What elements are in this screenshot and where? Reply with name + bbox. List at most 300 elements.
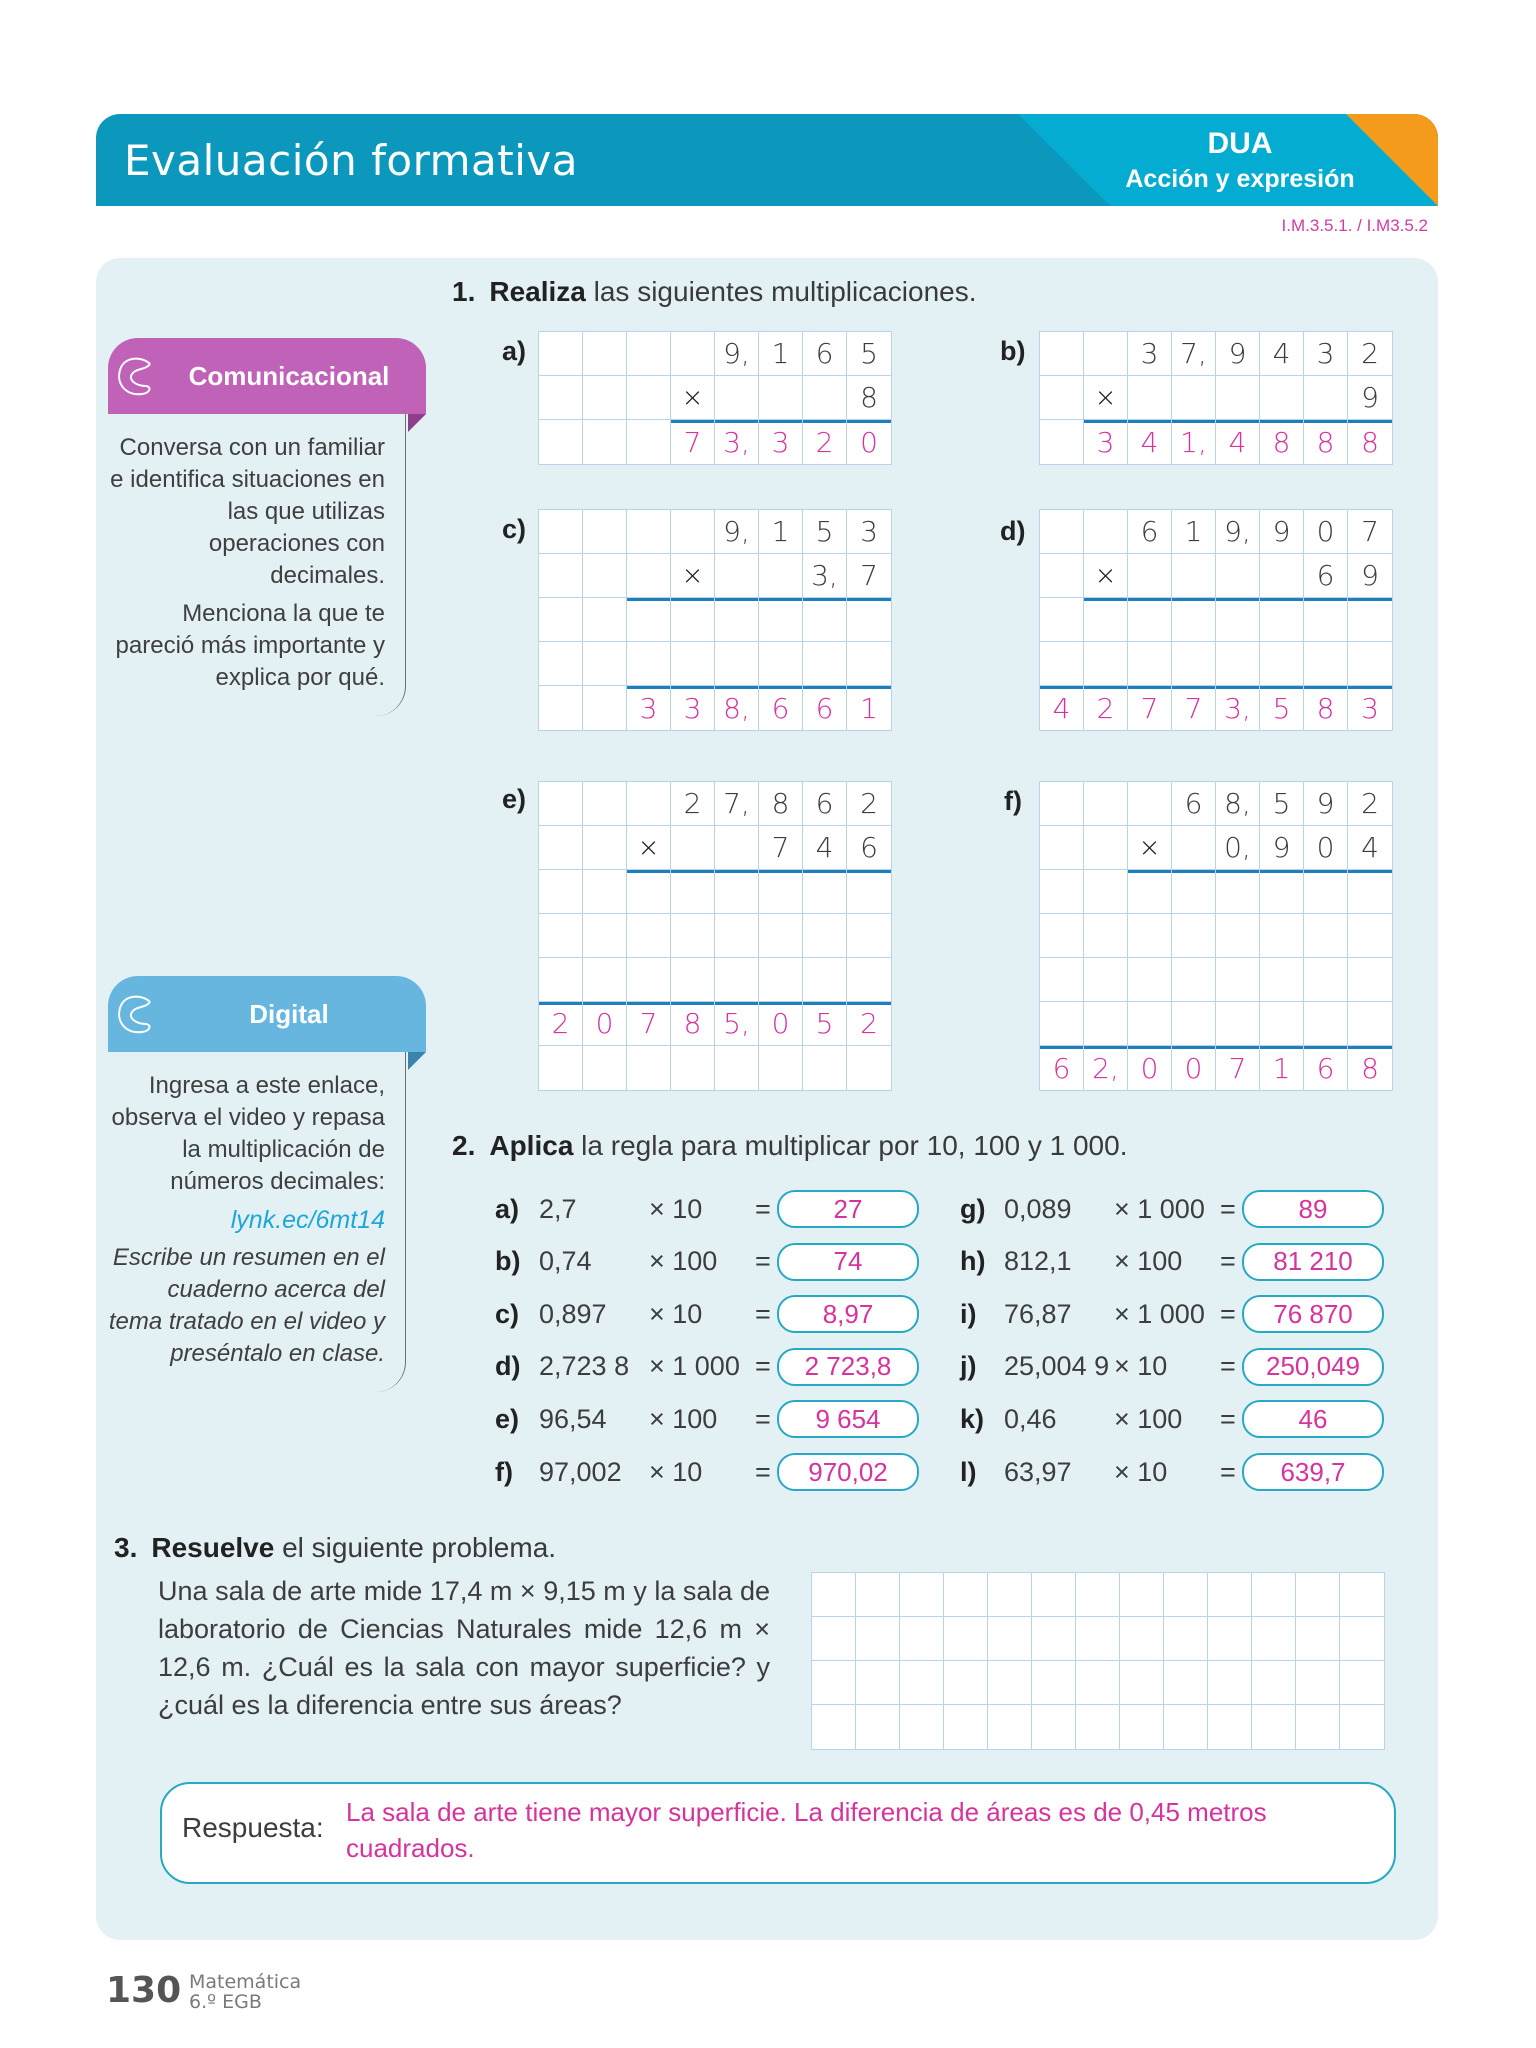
c-swirl-icon <box>112 352 162 402</box>
work-grid[interactable] <box>811 1572 1385 1750</box>
grid-cell[interactable] <box>539 420 583 464</box>
multiply-sign-icon: × <box>1084 376 1128 420</box>
grid-cell[interactable] <box>627 376 671 420</box>
grid-cell[interactable] <box>1304 1002 1348 1046</box>
grid-cell[interactable] <box>583 642 627 686</box>
grid-cell[interactable] <box>1304 598 1348 642</box>
grid-cell[interactable] <box>1128 958 1172 1002</box>
tab-fold <box>408 414 426 432</box>
multiplier: × 10 <box>649 1456 703 1487</box>
grid-cell[interactable] <box>759 870 803 914</box>
work-grid-cell[interactable] <box>988 1573 1032 1617</box>
grid-cell: 0 <box>1304 510 1348 554</box>
work-grid-cell[interactable] <box>988 1705 1032 1749</box>
grid-cell[interactable] <box>715 376 759 420</box>
section-instruction: la regla para multiplicar por 10, 100 y 1 000. <box>573 1130 1128 1161</box>
grid-cell[interactable] <box>1216 642 1260 686</box>
work-grid-cell[interactable] <box>944 1705 988 1749</box>
grid-cell: 5 <box>1260 782 1304 826</box>
grid-cell[interactable] <box>671 1046 715 1090</box>
grid-cell[interactable] <box>539 870 583 914</box>
grid-cell[interactable] <box>1172 826 1216 870</box>
grid-cell[interactable] <box>1260 1002 1304 1046</box>
grid-cell[interactable] <box>1304 642 1348 686</box>
grid-cell: 6 <box>1128 510 1172 554</box>
comunicacional-text-1: Conversa con un familiar e identifica situaciones en las que utilizas operaciones con decimales. <box>110 434 385 589</box>
item-letter: g) <box>960 1193 986 1224</box>
grid-cell[interactable] <box>1084 826 1128 870</box>
multiplication-grid-d <box>1039 509 1393 731</box>
grid-cell[interactable] <box>539 510 583 554</box>
grid-cell[interactable] <box>539 376 583 420</box>
work-grid-cell[interactable] <box>1164 1573 1208 1617</box>
grid-cell[interactable] <box>759 914 803 958</box>
grid-cell[interactable] <box>583 510 627 554</box>
multiplier: × 10 <box>649 1298 703 1329</box>
work-grid-cell[interactable] <box>944 1617 988 1661</box>
comunicacional-tab <box>108 338 426 414</box>
equals-sign: = <box>755 1456 771 1487</box>
grid-cell[interactable] <box>583 598 627 642</box>
grid-cell[interactable] <box>583 958 627 1002</box>
grid-cell[interactable] <box>847 914 891 958</box>
grid-cell: 9 <box>1260 826 1304 870</box>
grid-cell[interactable] <box>715 914 759 958</box>
grid-cell: 3 <box>847 510 891 554</box>
grid-cell: 6 <box>803 782 847 826</box>
answer-field[interactable]: 2 723,8 <box>777 1348 919 1386</box>
grid-cell[interactable] <box>539 826 583 870</box>
comunicacional-box <box>108 338 426 716</box>
multiplier: × 10 <box>1114 1351 1168 1382</box>
grid-cell[interactable] <box>539 598 583 642</box>
grid-cell[interactable] <box>627 332 671 376</box>
work-grid-cell[interactable] <box>1208 1617 1252 1661</box>
work-grid-cell[interactable] <box>1032 1617 1076 1661</box>
grid-cell[interactable] <box>1348 914 1392 958</box>
grid-cell[interactable] <box>1216 1002 1260 1046</box>
grid-cell[interactable] <box>715 826 759 870</box>
grid-cell[interactable] <box>1040 914 1084 958</box>
work-grid-cell[interactable] <box>900 1617 944 1661</box>
work-grid-cell[interactable] <box>900 1573 944 1617</box>
grid-cell: 7 <box>759 826 803 870</box>
multiplier: × 100 <box>1114 1246 1183 1277</box>
grid-cell[interactable] <box>671 914 715 958</box>
grid-cell: 5 <box>1260 686 1304 730</box>
grid-cell: 4 <box>1348 826 1392 870</box>
grid-cell: 9, <box>1216 510 1260 554</box>
grid-cell[interactable] <box>1348 598 1392 642</box>
problem-statement: Una sala de arte mide 17,4 m × 9,15 m y la sala de laboratorio de Ciencias Naturales mide 12,6 m × 12,6 m. ¿Cuál es la sala con mayor superficie? y ¿cuál es la diferencia entre sus áreas? <box>158 1576 770 1720</box>
grid-cell[interactable] <box>1260 914 1304 958</box>
grid-cell: 6 <box>803 332 847 376</box>
work-grid-cell[interactable] <box>1076 1573 1120 1617</box>
grid-cell[interactable] <box>583 826 627 870</box>
grid-cell[interactable] <box>803 1046 847 1090</box>
grid-cell[interactable] <box>1084 782 1128 826</box>
grid-cell: 9 <box>1348 376 1392 420</box>
grid-cell[interactable] <box>803 598 847 642</box>
grid-cell[interactable] <box>1172 914 1216 958</box>
work-grid-cell[interactable] <box>1076 1661 1120 1705</box>
grid-cell[interactable] <box>847 958 891 1002</box>
grid-cell[interactable] <box>671 598 715 642</box>
grid-cell: 3 <box>1128 332 1172 376</box>
grid-cell: 6 <box>847 826 891 870</box>
grid-cell[interactable] <box>1084 958 1128 1002</box>
digital-link[interactable]: lynk.ec/6mt14 <box>230 1206 385 1234</box>
grid-cell: 9, <box>715 332 759 376</box>
answer-field[interactable]: 9 654 <box>777 1400 919 1438</box>
work-grid-cell[interactable] <box>1252 1661 1296 1705</box>
work-grid-cell[interactable] <box>1120 1661 1164 1705</box>
grid-cell[interactable] <box>627 914 671 958</box>
grid-cell[interactable] <box>803 376 847 420</box>
grid-cell[interactable] <box>1348 958 1392 1002</box>
grid-cell[interactable] <box>847 598 891 642</box>
tab-fold <box>408 1052 426 1070</box>
grid-cell[interactable] <box>671 332 715 376</box>
grid-cell[interactable] <box>1040 420 1084 464</box>
grid-cell[interactable] <box>803 642 847 686</box>
equation-row <box>495 1294 919 1334</box>
grid-cell[interactable] <box>671 958 715 1002</box>
grid-cell: 8 <box>759 782 803 826</box>
grid-cell[interactable] <box>759 554 803 598</box>
grid-cell[interactable] <box>1348 870 1392 914</box>
multiplier: × 100 <box>1114 1403 1183 1434</box>
grid-cell[interactable] <box>803 914 847 958</box>
grid-cell[interactable] <box>627 598 671 642</box>
section-verb: Resuelve <box>151 1532 275 1563</box>
grid-cell[interactable] <box>1040 642 1084 686</box>
answer-field[interactable]: 46 <box>1242 1400 1384 1438</box>
grid-cell[interactable] <box>803 958 847 1002</box>
grid-cell[interactable] <box>539 686 583 730</box>
equation-row <box>495 1452 919 1492</box>
grid-cell[interactable] <box>1128 870 1172 914</box>
grid-cell[interactable] <box>1172 376 1216 420</box>
grid-cell[interactable] <box>759 642 803 686</box>
grid-cell: 3 <box>759 420 803 464</box>
grid-cell[interactable] <box>847 870 891 914</box>
grid-cell[interactable] <box>715 958 759 1002</box>
work-grid-cell[interactable] <box>812 1705 856 1749</box>
item-letter: c) <box>495 1298 520 1329</box>
multiplication-grid-e <box>538 781 892 1091</box>
grid-cell[interactable] <box>1304 870 1348 914</box>
work-grid-cell[interactable] <box>1340 1573 1384 1617</box>
grid-cell[interactable] <box>539 782 583 826</box>
work-grid-cell[interactable] <box>856 1705 900 1749</box>
grid-cell[interactable] <box>715 1046 759 1090</box>
work-grid-cell[interactable] <box>944 1573 988 1617</box>
grid-cell[interactable] <box>583 782 627 826</box>
grid-cell[interactable] <box>627 554 671 598</box>
grid-cell[interactable] <box>1172 1002 1216 1046</box>
grid-cell: 4 <box>1040 686 1084 730</box>
work-grid-cell[interactable] <box>1120 1573 1164 1617</box>
work-grid-cell[interactable] <box>1164 1705 1208 1749</box>
comunicacional-body <box>108 414 406 716</box>
grid-cell[interactable] <box>759 376 803 420</box>
grid-cell[interactable] <box>1216 870 1260 914</box>
grid-cell: 3 <box>671 686 715 730</box>
grid-cell[interactable] <box>1304 376 1348 420</box>
multiply-sign-icon: × <box>671 376 715 420</box>
answer-field[interactable]: 76 870 <box>1242 1295 1384 1333</box>
answer-field[interactable]: 250,049 <box>1242 1348 1384 1386</box>
grid-cell[interactable] <box>1040 958 1084 1002</box>
grid-cell[interactable] <box>1260 376 1304 420</box>
work-grid-cell[interactable] <box>1032 1705 1076 1749</box>
answer-field[interactable]: 970,02 <box>777 1453 919 1491</box>
work-grid-cell[interactable] <box>1076 1617 1120 1661</box>
grid-cell[interactable] <box>1040 598 1084 642</box>
grid-cell[interactable] <box>583 870 627 914</box>
work-grid-cell[interactable] <box>1164 1617 1208 1661</box>
grid-cell: 0 <box>1304 826 1348 870</box>
grid-cell[interactable] <box>1172 642 1216 686</box>
work-grid-cell[interactable] <box>1252 1705 1296 1749</box>
grid-cell[interactable] <box>627 782 671 826</box>
grid-cell[interactable] <box>759 598 803 642</box>
grid-cell[interactable] <box>1128 914 1172 958</box>
grid-cell[interactable] <box>539 1046 583 1090</box>
equation-row <box>495 1347 919 1387</box>
grid-cell[interactable] <box>1040 782 1084 826</box>
grid-cell[interactable] <box>1084 1002 1128 1046</box>
grid-cell[interactable] <box>1084 332 1128 376</box>
answer-field[interactable]: 639,7 <box>1242 1453 1384 1491</box>
grid-cell[interactable] <box>1216 376 1260 420</box>
grid-cell[interactable] <box>1172 870 1216 914</box>
grid-cell[interactable] <box>715 554 759 598</box>
exercise-label-f: f) <box>1004 786 1022 816</box>
work-grid-cell[interactable] <box>812 1573 856 1617</box>
work-grid-cell[interactable] <box>1032 1661 1076 1705</box>
equals-sign: = <box>1220 1298 1236 1329</box>
work-grid-cell[interactable] <box>856 1573 900 1617</box>
grid-cell[interactable] <box>1128 642 1172 686</box>
work-grid-cell[interactable] <box>1296 1705 1340 1749</box>
grid-cell[interactable] <box>583 686 627 730</box>
grid-cell[interactable] <box>1172 554 1216 598</box>
equation-row <box>960 1452 1384 1492</box>
answer-text: La sala de arte tiene mayor superficie. La diferencia de áreas es de 0,45 metros cuadrados. <box>346 1797 1267 1863</box>
grid-cell[interactable] <box>759 958 803 1002</box>
item-letter: d) <box>495 1351 521 1382</box>
work-grid-cell[interactable] <box>1252 1617 1296 1661</box>
grid-cell[interactable] <box>1304 958 1348 1002</box>
work-grid-cell[interactable] <box>900 1661 944 1705</box>
decimal-number: 25,004 9 <box>1004 1351 1110 1382</box>
grid-cell: 5 <box>847 332 891 376</box>
item-letter: l) <box>960 1456 977 1487</box>
work-grid-cell[interactable] <box>944 1661 988 1705</box>
work-grid-cell[interactable] <box>812 1617 856 1661</box>
indicator-code: I.M.3.5.1. / I.M3.5.2 <box>1281 216 1428 235</box>
work-grid-cell[interactable] <box>1340 1617 1384 1661</box>
work-grid-cell[interactable] <box>1252 1573 1296 1617</box>
work-grid-cell[interactable] <box>988 1661 1032 1705</box>
grid-cell[interactable] <box>803 870 847 914</box>
grid-cell[interactable] <box>583 376 627 420</box>
grid-cell[interactable] <box>1348 642 1392 686</box>
grid-cell[interactable] <box>1084 914 1128 958</box>
answer-label: Respuesta: <box>182 1812 324 1843</box>
grid-cell[interactable] <box>1260 554 1304 598</box>
grid-cell: 6 <box>1040 1046 1084 1090</box>
grid-cell[interactable] <box>1128 376 1172 420</box>
grid-cell[interactable] <box>627 642 671 686</box>
dua-badge-title: DUA <box>1207 127 1273 160</box>
work-grid-cell[interactable] <box>1340 1705 1384 1749</box>
work-grid-cell[interactable] <box>1032 1573 1076 1617</box>
grid-cell[interactable] <box>1128 782 1172 826</box>
work-grid-cell[interactable] <box>1296 1661 1340 1705</box>
work-grid-cell[interactable] <box>1340 1661 1384 1705</box>
grid-cell[interactable] <box>1216 914 1260 958</box>
decimal-number: 97,002 <box>539 1456 622 1487</box>
equals-sign: = <box>1220 1456 1236 1487</box>
grid-cell[interactable] <box>1216 554 1260 598</box>
exercise-label-c: c) <box>502 514 527 544</box>
grid-cell[interactable] <box>1260 870 1304 914</box>
answer-field[interactable]: 81 210 <box>1242 1243 1384 1281</box>
work-grid-cell[interactable] <box>1208 1661 1252 1705</box>
equals-sign: = <box>1220 1403 1236 1434</box>
work-grid-cell[interactable] <box>856 1661 900 1705</box>
footer-subject <box>189 1972 301 2012</box>
grid-cell[interactable] <box>627 420 671 464</box>
grid-cell[interactable] <box>1084 510 1128 554</box>
grid-cell[interactable] <box>583 914 627 958</box>
grid-cell[interactable] <box>1084 642 1128 686</box>
grid-cell: 7, <box>1172 332 1216 376</box>
work-grid-cell[interactable] <box>856 1617 900 1661</box>
answer-field[interactable]: 89 <box>1242 1190 1384 1228</box>
grid-cell[interactable] <box>1040 554 1084 598</box>
section-instruction: el siguiente problema. <box>274 1532 557 1563</box>
exercise-label-d: d) <box>1000 516 1026 546</box>
grid-cell[interactable] <box>1172 598 1216 642</box>
grid-cell: 0 <box>847 420 891 464</box>
grid-cell[interactable] <box>1348 1002 1392 1046</box>
work-grid-cell[interactable] <box>1164 1661 1208 1705</box>
grid-cell: 9, <box>715 510 759 554</box>
grid-cell[interactable] <box>1040 870 1084 914</box>
grid-cell[interactable] <box>627 958 671 1002</box>
grid-cell[interactable] <box>539 642 583 686</box>
answer-field[interactable]: 74 <box>777 1243 919 1281</box>
grid-cell[interactable] <box>539 332 583 376</box>
grid-cell[interactable] <box>539 958 583 1002</box>
grid-cell[interactable] <box>1040 376 1084 420</box>
answer-field[interactable]: 8,97 <box>777 1295 919 1333</box>
grid-cell: 3 <box>1084 420 1128 464</box>
grid-cell: 8 <box>1304 686 1348 730</box>
section-number: 1. <box>452 276 476 307</box>
grid-cell[interactable] <box>671 510 715 554</box>
grid-cell[interactable] <box>671 642 715 686</box>
grid-cell[interactable] <box>847 642 891 686</box>
grid-cell: 6 <box>803 686 847 730</box>
work-grid-cell[interactable] <box>1296 1573 1340 1617</box>
grid-cell: 7 <box>847 554 891 598</box>
grid-cell[interactable] <box>627 510 671 554</box>
grid-cell[interactable] <box>583 554 627 598</box>
grid-cell[interactable] <box>539 914 583 958</box>
grid-cell: 1 <box>1172 510 1216 554</box>
grid-cell: 5 <box>803 1002 847 1046</box>
grid-cell[interactable] <box>715 642 759 686</box>
grid-cell: 8 <box>1348 420 1392 464</box>
grid-cell[interactable] <box>759 1046 803 1090</box>
answer-box <box>160 1782 1396 1884</box>
grid-cell[interactable] <box>1084 598 1128 642</box>
grid-cell[interactable] <box>1128 1002 1172 1046</box>
work-grid-cell[interactable] <box>1208 1573 1252 1617</box>
grid-cell[interactable] <box>1172 958 1216 1002</box>
decimal-number: 63,97 <box>1004 1456 1072 1487</box>
grid-cell[interactable] <box>1260 958 1304 1002</box>
grid-cell[interactable] <box>627 1046 671 1090</box>
work-grid-cell[interactable] <box>900 1705 944 1749</box>
grid-cell[interactable] <box>1304 914 1348 958</box>
work-grid-cell[interactable] <box>1120 1617 1164 1661</box>
grid-cell[interactable] <box>1216 958 1260 1002</box>
grid-cell[interactable] <box>715 598 759 642</box>
grid-cell: 5, <box>715 1002 759 1046</box>
grid-cell[interactable] <box>627 870 671 914</box>
grid-cell[interactable] <box>671 826 715 870</box>
grid-cell[interactable] <box>715 870 759 914</box>
answer-field[interactable]: 27 <box>777 1190 919 1228</box>
grid-cell[interactable] <box>583 332 627 376</box>
work-grid-cell[interactable] <box>1120 1705 1164 1749</box>
grid-cell[interactable] <box>583 1046 627 1090</box>
grid-cell: 2 <box>847 1002 891 1046</box>
grid-cell: 4 <box>803 826 847 870</box>
work-grid-cell[interactable] <box>812 1661 856 1705</box>
work-grid-cell[interactable] <box>1208 1705 1252 1749</box>
grid-cell[interactable] <box>1040 1002 1084 1046</box>
grid-cell: 0 <box>759 1002 803 1046</box>
grid-cell[interactable] <box>1040 826 1084 870</box>
grid-cell[interactable] <box>539 554 583 598</box>
grid-cell[interactable] <box>1260 598 1304 642</box>
grid-cell[interactable] <box>1128 598 1172 642</box>
grid-cell[interactable] <box>1260 642 1304 686</box>
grid-cell[interactable] <box>1128 554 1172 598</box>
work-grid-cell[interactable] <box>1296 1617 1340 1661</box>
section-instruction: las siguientes multiplicaciones. <box>585 276 977 307</box>
work-grid-cell[interactable] <box>988 1617 1032 1661</box>
equation-row <box>960 1242 1384 1282</box>
multiplication-grid-c <box>538 509 892 731</box>
grid-cell[interactable] <box>1040 332 1084 376</box>
grid-cell[interactable] <box>583 420 627 464</box>
work-grid-cell[interactable] <box>1076 1705 1120 1749</box>
grid-cell[interactable] <box>1084 870 1128 914</box>
grid-cell[interactable] <box>1040 510 1084 554</box>
decimal-number: 0,46 <box>1004 1403 1057 1434</box>
grid-cell[interactable] <box>1216 598 1260 642</box>
grid-cell[interactable] <box>671 870 715 914</box>
grid-cell[interactable] <box>847 1046 891 1090</box>
